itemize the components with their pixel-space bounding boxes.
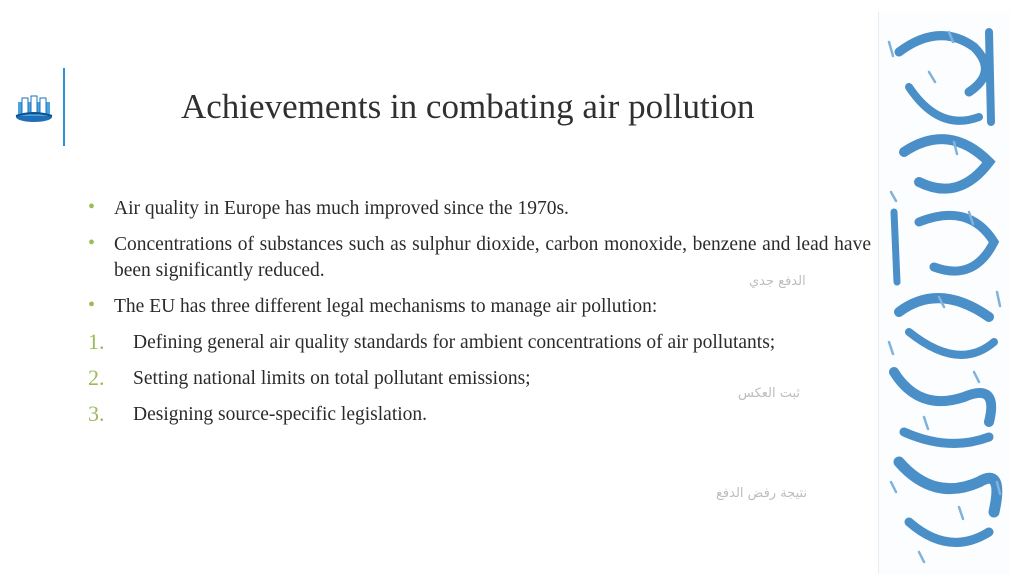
- numbered-text: Setting national limits on total pollutant emissions;: [133, 368, 531, 389]
- number-marker: 1.: [88, 329, 105, 354]
- numbered-text: Defining general air quality standards for ambient concentrations of air pollutants;: [133, 332, 776, 353]
- bullet-marker: •: [88, 294, 96, 316]
- numbered-item: [88, 330, 871, 356]
- bullet-text: The EU has three different legal mechanisms to manage air pollution:: [114, 296, 658, 317]
- slide-title: Achievements in combating air pollution: [181, 87, 755, 126]
- bullet-text: Concentrations of substances such as sulphur dioxide, carbon monoxide, benzene and lead have been significantly reduced.: [114, 234, 871, 281]
- bullet-text: Air quality in Europe has much improved since the 1970s.: [114, 198, 569, 219]
- arabic-calligraphy-decoration: [878, 12, 1010, 574]
- bullet-marker: •: [88, 232, 96, 254]
- bullet-marker: •: [88, 196, 96, 218]
- numbered-item: [88, 402, 871, 428]
- number-marker: 3.: [88, 401, 105, 426]
- number-marker: 2.: [88, 365, 105, 390]
- institution-logo-icon: [14, 92, 54, 124]
- numbered-text: Designing source-specific legislation.: [133, 404, 428, 425]
- arabic-watermark: نتيجة رفض الدفع: [716, 486, 808, 501]
- arabic-watermark: الدفع جدي: [749, 274, 806, 289]
- bullet-item: [88, 196, 871, 222]
- accent-divider: [63, 68, 65, 146]
- arabic-watermark: ثبت العكس: [738, 386, 801, 401]
- bullet-item: [88, 294, 871, 320]
